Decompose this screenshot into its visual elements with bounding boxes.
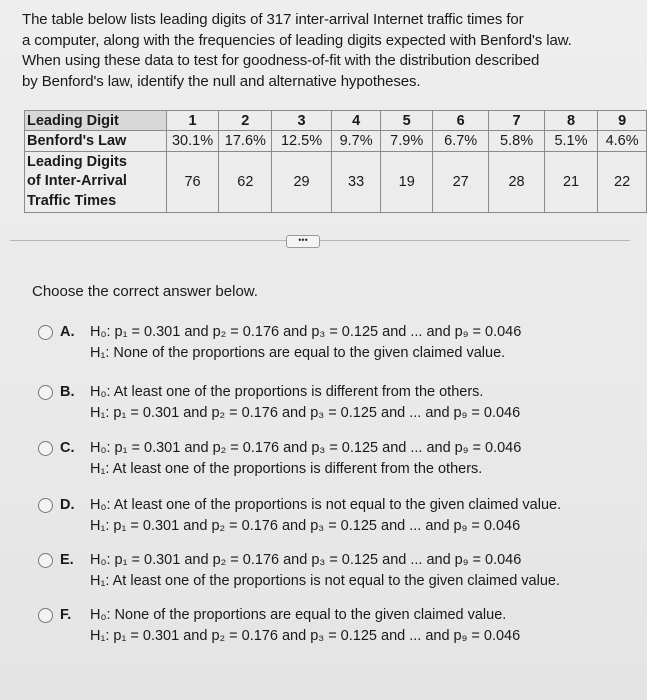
benford-cell: 6.7% xyxy=(432,131,488,152)
digit-cell: 4 xyxy=(331,111,381,131)
benford-cell: 4.6% xyxy=(598,131,647,152)
option-line: H₀: p₁ = 0.301 and p₂ = 0.176 and p₃ = 0.125 and ... and p₉ = 0.046 xyxy=(90,324,522,340)
option-line: H₀: None of the proportions are equal to the given claimed value. xyxy=(90,607,507,623)
benford-cell: 9.7% xyxy=(331,131,381,152)
count-cell: 28 xyxy=(489,152,544,213)
table-row-benford xyxy=(25,131,647,152)
count-cell: 29 xyxy=(272,152,332,213)
count-cell: 33 xyxy=(331,152,381,213)
option-text xyxy=(90,605,520,647)
option-text xyxy=(90,382,520,424)
question-line: by Benford's law, identify the null and alternative hypotheses. xyxy=(22,72,421,90)
answer-prompt: Choose the correct answer below. xyxy=(32,283,258,300)
radio-button-f[interactable] xyxy=(38,608,53,623)
row-header-counts xyxy=(25,152,167,213)
digit-cell: 3 xyxy=(272,111,332,131)
question-line: When using these data to test for goodness-of-fit with the distribution described xyxy=(22,52,540,69)
option-letter: F. xyxy=(60,607,72,623)
option-letter: E. xyxy=(60,552,74,568)
option-line: H₁: p₁ = 0.301 and p₂ = 0.176 and p₃ = 0.125 and ... and p₉ = 0.046 xyxy=(90,518,521,534)
table-row-digits xyxy=(25,111,647,131)
option-line: H₁: None of the proportions are equal to the given claimed value. xyxy=(90,345,506,361)
table-row-counts xyxy=(25,152,647,213)
option-letter: B. xyxy=(60,384,75,400)
benford-cell: 30.1% xyxy=(166,131,219,152)
count-cell: 27 xyxy=(432,152,488,213)
option-text xyxy=(90,322,521,364)
expand-more-button[interactable]: ••• xyxy=(286,235,320,248)
row-header-line: of Inter-Arrival xyxy=(27,173,127,190)
benford-cell: 17.6% xyxy=(219,131,272,152)
count-cell: 76 xyxy=(166,152,219,213)
digit-cell: 8 xyxy=(544,111,597,131)
row-header-line: Traffic Times xyxy=(27,192,117,209)
count-cell: 21 xyxy=(544,152,597,213)
option-line: H₀: p₁ = 0.301 and p₂ = 0.176 and p₃ = 0.125 and ... and p₉ = 0.046 xyxy=(90,440,522,456)
radio-button-c[interactable] xyxy=(38,441,53,456)
section-divider xyxy=(10,240,630,241)
option-line: H₀: At least one of the proportions is not equal to the given claimed value. xyxy=(90,497,562,513)
option-line: H₁: p₁ = 0.301 and p₂ = 0.176 and p₃ = 0.125 and ... and p₉ = 0.046 xyxy=(90,628,521,644)
option-line: H₁: At least one of the proportions is not equal to the given claimed value. xyxy=(90,573,560,589)
digit-cell: 1 xyxy=(166,111,219,131)
benford-cell: 5.8% xyxy=(489,131,544,152)
row-header-benford: Benford's Law xyxy=(25,131,167,152)
question-line: a computer, along with the frequencies of leading digits expected with Benford's law. xyxy=(22,31,572,49)
benford-cell: 5.1% xyxy=(544,131,597,152)
digit-cell: 9 xyxy=(598,111,647,131)
option-line: H₀: At least one of the proportions is different from the others. xyxy=(90,384,484,400)
radio-button-e[interactable] xyxy=(38,553,53,568)
benford-cell: 12.5% xyxy=(272,131,332,152)
option-line: H₁: p₁ = 0.301 and p₂ = 0.176 and p₃ = 0.125 and ... and p₉ = 0.046 xyxy=(90,405,521,421)
option-text xyxy=(90,495,561,537)
count-cell: 19 xyxy=(381,152,433,213)
digit-cell: 5 xyxy=(381,111,433,131)
question-line: The table below lists leading digits of 317 inter-arrival Internet traffic times for xyxy=(22,11,524,28)
option-letter: A. xyxy=(60,324,75,340)
row-header-line: Leading Digits xyxy=(27,153,127,170)
radio-button-d[interactable] xyxy=(38,498,53,513)
option-line: H₁: At least one of the proportions is different from the others. xyxy=(90,461,483,477)
benford-table xyxy=(24,110,647,213)
count-cell: 62 xyxy=(219,152,272,213)
option-line: H₀: p₁ = 0.301 and p₂ = 0.176 and p₃ = 0.125 and ... and p₉ = 0.046 xyxy=(90,552,522,568)
radio-button-a[interactable] xyxy=(38,325,53,340)
digit-cell: 2 xyxy=(219,111,272,131)
radio-button-b[interactable] xyxy=(38,385,53,400)
option-letter: D. xyxy=(60,497,75,513)
question-text xyxy=(22,10,622,92)
benford-cell: 7.9% xyxy=(381,131,433,152)
count-cell: 22 xyxy=(598,152,647,213)
digit-cell: 7 xyxy=(489,111,544,131)
option-text xyxy=(90,438,521,480)
option-text xyxy=(90,550,560,592)
option-letter: C. xyxy=(60,440,75,456)
digit-cell: 6 xyxy=(432,111,488,131)
row-header-leading-digit: Leading Digit xyxy=(25,111,167,131)
